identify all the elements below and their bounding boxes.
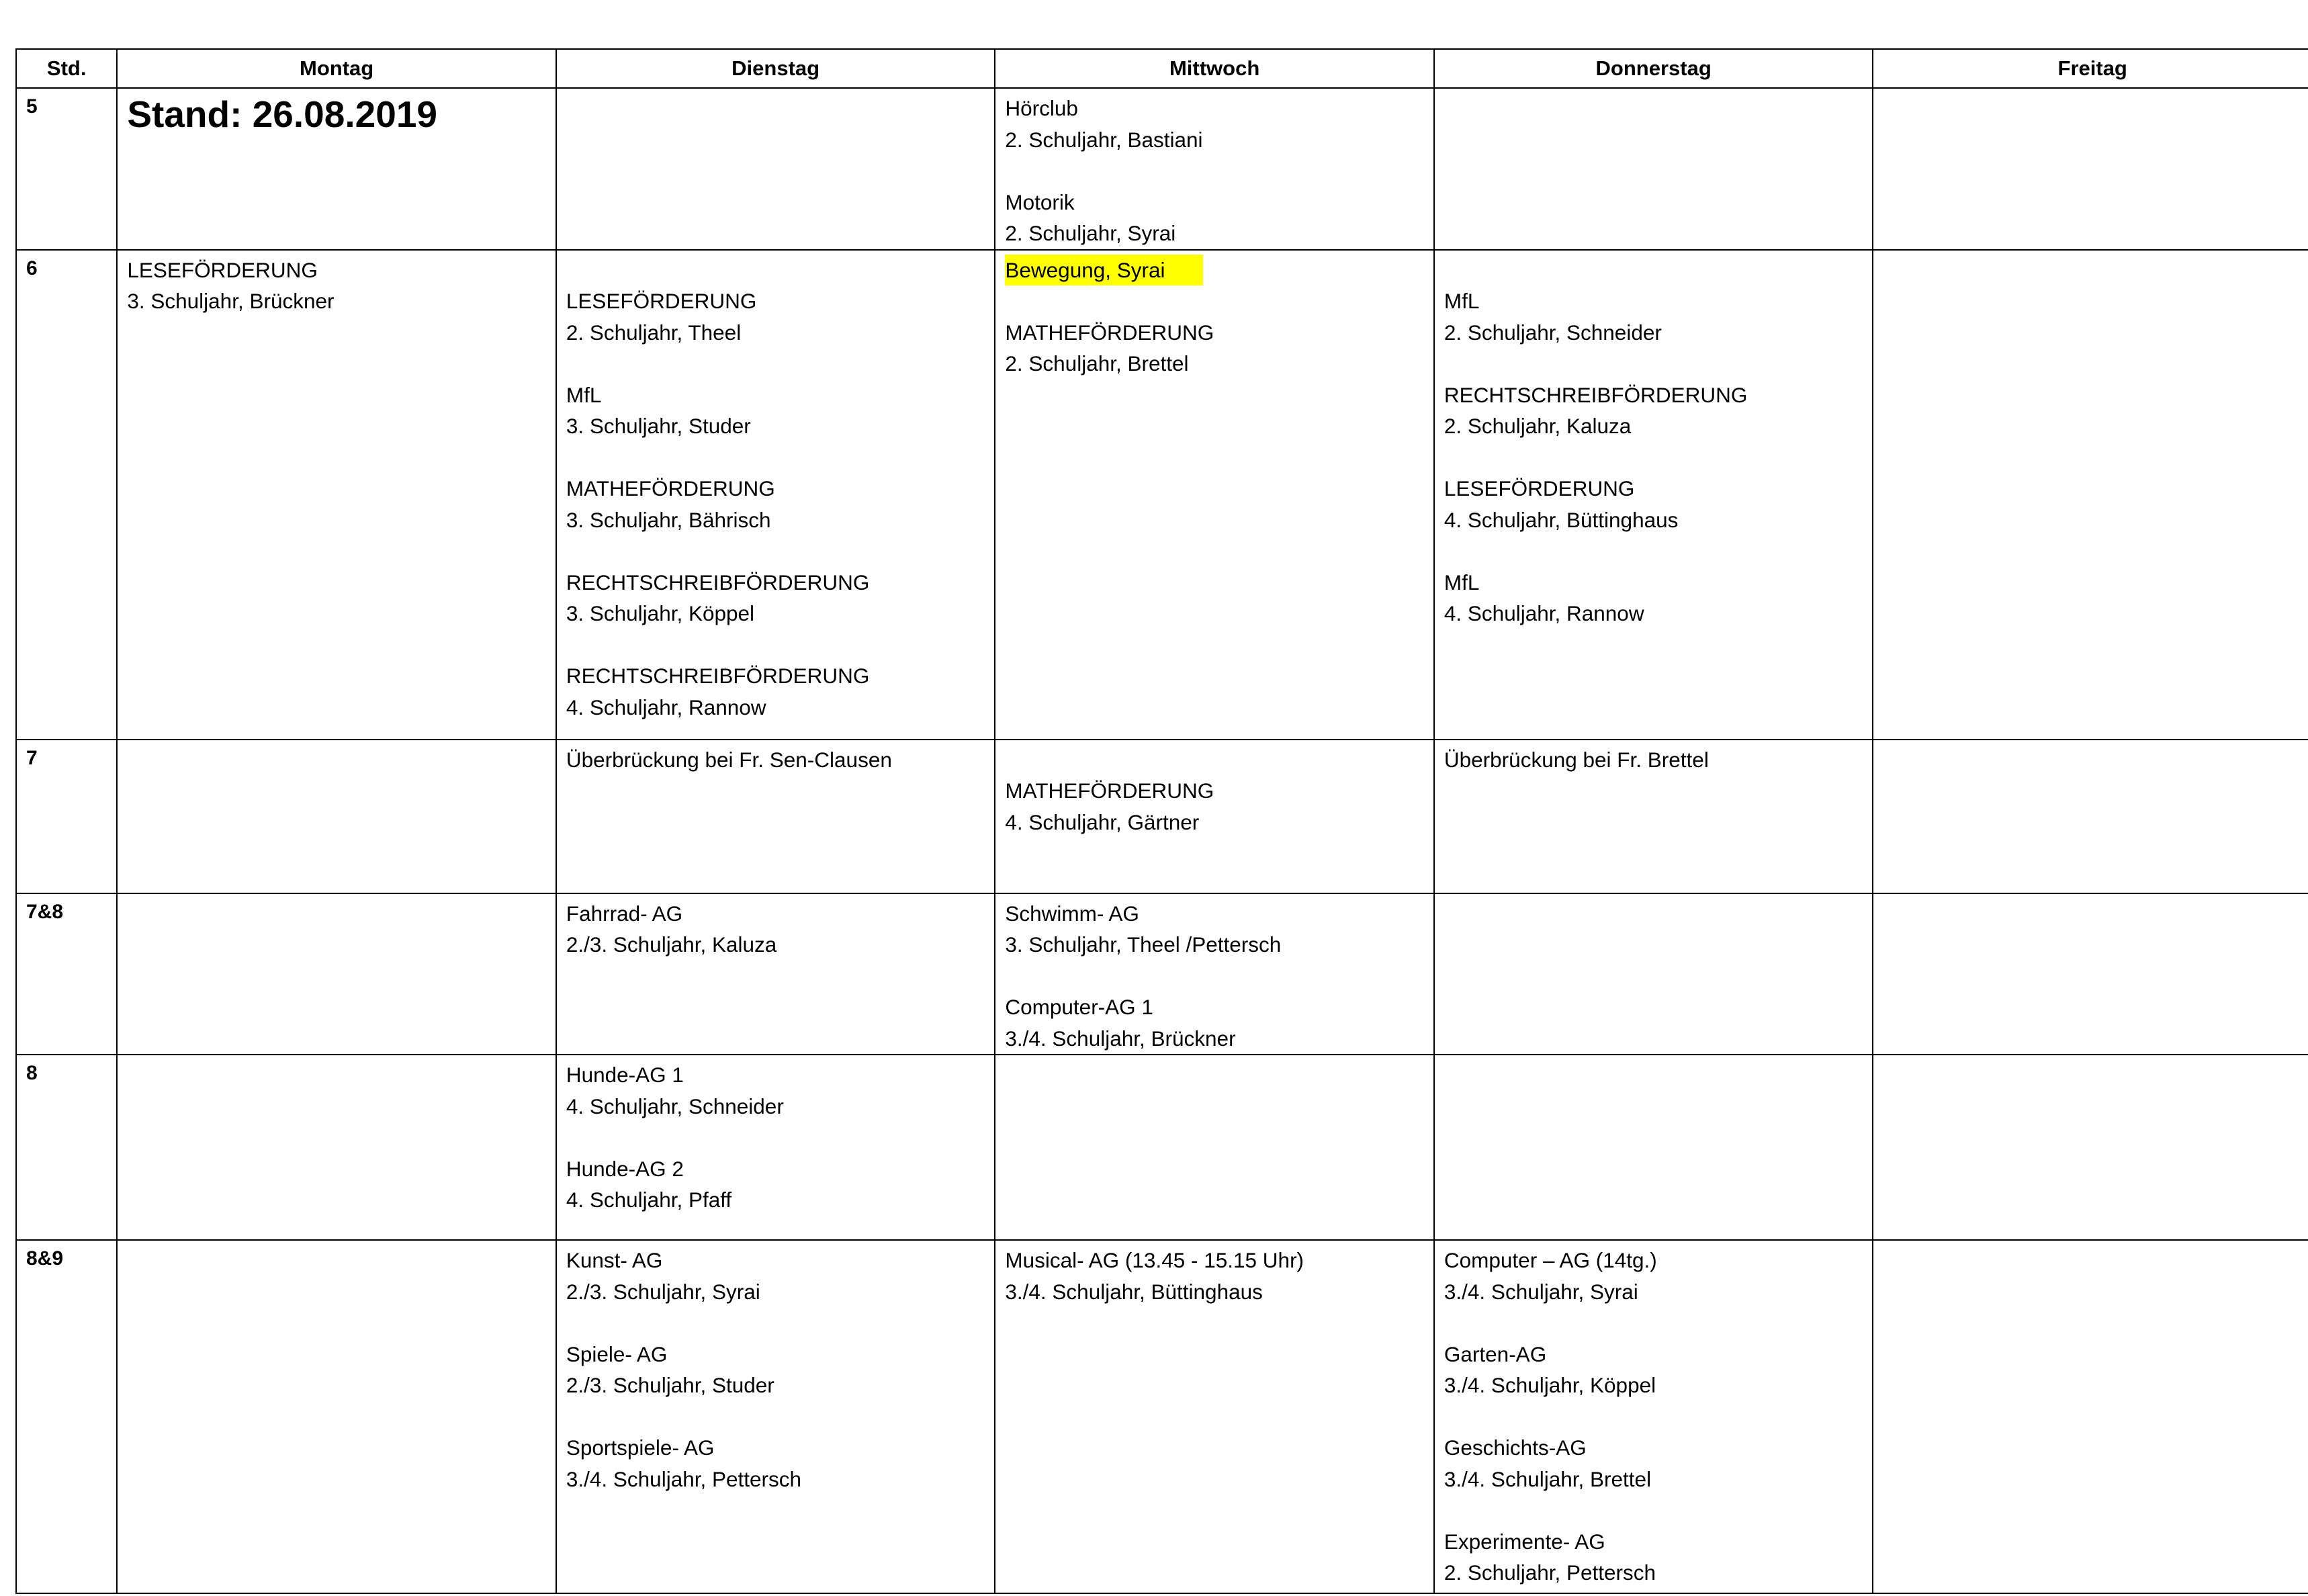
cell-content <box>557 894 995 961</box>
stand-date: Stand: 26.08.2019 <box>127 93 437 135</box>
entry <box>1444 1526 1863 1589</box>
spacer <box>566 255 985 286</box>
entry-title: Hunde-AG 1 <box>566 1063 684 1087</box>
timetable-row <box>16 893 2308 1055</box>
entry <box>1444 473 1863 535</box>
period-cell: 8 <box>16 1055 117 1240</box>
cell-dienstag <box>556 1240 995 1593</box>
cell-donnerstag <box>1434 893 1873 1055</box>
header-mittwoch: Mittwoch <box>995 49 1434 88</box>
entry-title: Hunde-AG 2 <box>566 1156 684 1181</box>
entry <box>1005 991 1424 1054</box>
header-dienstag: Dienstag <box>556 49 995 88</box>
entry <box>566 1245 985 1307</box>
cell-montag <box>117 893 556 1055</box>
entry-title: RECHTSCHREIBFÖRDERUNG <box>1444 382 1748 407</box>
cell-mittwoch <box>995 893 1434 1055</box>
entry-detail: 4. Schuljahr, Pfaff <box>566 1188 732 1212</box>
entry <box>1444 744 1863 776</box>
entry <box>1444 1339 1863 1401</box>
cell-mittwoch <box>995 1055 1434 1240</box>
entry <box>566 1432 985 1495</box>
entry-detail: 3. Schuljahr, Köppel <box>566 601 755 625</box>
entry-detail: 3. Schuljahr, Studer <box>566 414 751 438</box>
entry <box>1005 93 1424 155</box>
cell-dienstag <box>556 88 995 250</box>
entry <box>566 660 985 723</box>
cell-donnerstag <box>1434 88 1873 250</box>
spacer <box>1005 744 1424 776</box>
entry-detail: 3./4. Schuljahr, Pettersch <box>566 1466 802 1491</box>
entry-title: Garten-AG <box>1444 1341 1547 1366</box>
entry-detail: 3./4. Schuljahr, Syrai <box>1444 1279 1638 1304</box>
entry-title: Sportspiele- AG <box>566 1435 715 1460</box>
timetable-row <box>16 740 2308 893</box>
entry-title: MfL <box>1444 289 1480 313</box>
entry <box>1444 1432 1863 1495</box>
entry <box>1005 317 1424 380</box>
entry-title: LESEFÖRDERUNG <box>566 289 757 313</box>
cell-content <box>118 251 556 317</box>
entry-detail: 4. Schuljahr, Rannow <box>1444 601 1644 625</box>
entry-title: RECHTSCHREIBFÖRDERUNG <box>566 664 870 688</box>
entry <box>127 255 546 317</box>
entry-title: LESEFÖRDERUNG <box>1444 476 1635 500</box>
entry-title: Hörclub <box>1005 96 1078 120</box>
cell-content <box>1435 89 1873 93</box>
cell-dienstag <box>556 250 995 740</box>
entry-detail: 3. Schuljahr, Brückner <box>127 289 335 313</box>
entry-detail: 4. Schuljahr, Rannow <box>566 695 766 719</box>
entry-detail: 4. Schuljahr, Gärtner <box>1005 809 1200 834</box>
cell-mittwoch <box>995 1240 1434 1593</box>
entry <box>1444 1245 1863 1307</box>
cell-freitag <box>1873 893 2308 1055</box>
entry-detail: 4. Schuljahr, Schneider <box>566 1094 784 1118</box>
entry-title: Musical- AG (13.45 - 15.15 Uhr) <box>1005 1248 1304 1272</box>
period-cell: 8&9 <box>16 1240 117 1593</box>
entry-title: MATHEFÖRDERUNG <box>1005 320 1214 345</box>
header-donnerstag: Donnerstag <box>1434 49 1873 88</box>
cell-freitag <box>1873 88 2308 250</box>
period-cell: 6 <box>16 250 117 740</box>
cell-freitag <box>1873 740 2308 893</box>
header-freitag: Freitag <box>1873 49 2308 88</box>
header-row <box>16 49 2308 88</box>
entry-detail: 2. Schuljahr, Pettersch <box>1444 1560 1656 1585</box>
entry-title: Kunst- AG <box>566 1248 663 1272</box>
entry <box>1005 1245 1424 1307</box>
cell-content <box>118 1241 556 1245</box>
cell-content <box>557 1241 995 1495</box>
cell-content <box>1873 251 2308 255</box>
entry <box>566 380 985 442</box>
cell-donnerstag <box>1434 250 1873 740</box>
cell-content <box>995 1241 1433 1307</box>
entry-detail: 2./3. Schuljahr, Syrai <box>566 1279 760 1304</box>
cell-montag <box>117 88 556 250</box>
cell-content <box>557 740 995 776</box>
entry-detail: 2. Schuljahr, Brettel <box>1005 351 1189 375</box>
cell-content <box>1435 1055 1873 1059</box>
entry <box>1444 380 1863 442</box>
header-montag: Montag <box>117 49 556 88</box>
cell-montag <box>117 1055 556 1240</box>
cell-donnerstag <box>1434 1240 1873 1593</box>
cell-content <box>995 251 1433 380</box>
timetable-row <box>16 250 2308 740</box>
cell-content <box>995 89 1433 249</box>
entry-title: RECHTSCHREIBFÖRDERUNG <box>566 570 870 594</box>
entry-detail: 4. Schuljahr, Büttinghaus <box>1444 507 1679 532</box>
entry-title: MATHEFÖRDERUNG <box>1005 779 1214 803</box>
cell-montag <box>117 1240 556 1593</box>
entry-detail: 3. Schuljahr, Bährisch <box>566 507 771 532</box>
cell-content <box>1873 1055 2308 1059</box>
entry-title: Experimente- AG <box>1444 1529 1605 1554</box>
cell-dienstag <box>556 740 995 893</box>
cell-content <box>1435 894 1873 898</box>
entry-detail: 3./4. Schuljahr, Büttinghaus <box>1005 1279 1263 1304</box>
entry <box>566 744 985 776</box>
entry <box>1444 285 1863 348</box>
entry-title: Computer-AG 1 <box>1005 995 1153 1019</box>
cell-freitag <box>1873 1240 2308 1593</box>
period-cell: 5 <box>16 88 117 250</box>
entry-title: Überbrückung bei Fr. Brettel <box>1444 747 1709 772</box>
cell-content <box>995 740 1433 838</box>
cell-mittwoch <box>995 88 1434 250</box>
cell-montag <box>117 740 556 893</box>
cell-dienstag <box>556 1055 995 1240</box>
entry <box>566 1153 985 1216</box>
entry-title: Computer – AG (14tg.) <box>1444 1248 1657 1272</box>
entry-detail: 2./3. Schuljahr, Kaluza <box>566 932 777 957</box>
entry-detail: 2. Schuljahr, Schneider <box>1444 320 1662 345</box>
header-std: Std. <box>16 49 117 88</box>
entry-detail: 3. Schuljahr, Theel /Pettersch <box>1005 932 1282 957</box>
entry <box>1005 775 1424 838</box>
cell-content <box>1873 89 2308 93</box>
highlighted-entry: Bewegung, Syrai <box>1005 255 1202 286</box>
entry-detail: 3./4. Schuljahr, Brückner <box>1005 1026 1236 1051</box>
cell-content <box>557 89 995 93</box>
entry <box>566 1339 985 1401</box>
entry-title: Schwimm- AG <box>1005 901 1139 926</box>
entry-title: Fahrrad- AG <box>566 901 683 926</box>
entry-title: Motorik <box>1005 189 1075 214</box>
entry-detail: 2./3. Schuljahr, Studer <box>566 1373 774 1397</box>
cell-donnerstag <box>1434 740 1873 893</box>
entry-detail: 2. Schuljahr, Kaluza <box>1444 414 1632 438</box>
entry <box>566 898 985 961</box>
entry-title: MfL <box>1444 570 1480 594</box>
cell-content <box>995 894 1433 1055</box>
cell-content <box>118 894 556 898</box>
entry-title: Geschichts-AG <box>1444 1435 1587 1460</box>
cell-content <box>118 740 556 744</box>
cell-content <box>1873 740 2308 744</box>
cell-content <box>557 251 995 723</box>
cell-content <box>1873 1241 2308 1245</box>
timetable-row <box>16 88 2308 250</box>
entry-detail: 3./4. Schuljahr, Köppel <box>1444 1373 1656 1397</box>
highlight-line <box>1005 255 1424 286</box>
cell-freitag <box>1873 250 2308 740</box>
entry <box>1005 898 1424 961</box>
entry-title: Überbrückung bei Fr. Sen-Clausen <box>566 747 892 772</box>
cell-donnerstag <box>1434 1055 1873 1240</box>
cell-mittwoch <box>995 250 1434 740</box>
entry <box>566 473 985 535</box>
entry <box>566 1059 985 1122</box>
entry <box>1005 187 1424 249</box>
entry <box>566 285 985 348</box>
period-cell: 7 <box>16 740 117 893</box>
cell-freitag <box>1873 1055 2308 1240</box>
cell-content <box>1873 894 2308 898</box>
cell-content <box>118 1055 556 1059</box>
entry-title: LESEFÖRDERUNG <box>127 257 318 282</box>
period-cell: 7&8 <box>16 893 117 1055</box>
entry <box>1444 567 1863 629</box>
cell-content <box>995 1055 1433 1059</box>
cell-content <box>1435 251 1873 629</box>
timetable-row <box>16 1240 2308 1593</box>
timetable <box>15 48 2308 1594</box>
entry-detail: 2. Schuljahr, Syrai <box>1005 221 1176 245</box>
entry-title: MfL <box>566 382 602 407</box>
timetable-row <box>16 1055 2308 1240</box>
cell-content <box>1435 740 1873 776</box>
spacer <box>1444 255 1863 286</box>
cell-montag <box>117 250 556 740</box>
entry-title: MATHEFÖRDERUNG <box>566 476 775 500</box>
entry <box>566 567 985 629</box>
entry-detail: 3./4. Schuljahr, Brettel <box>1444 1466 1652 1491</box>
entry-detail: 2. Schuljahr, Theel <box>566 320 742 345</box>
cell-content <box>557 1055 995 1216</box>
cell-mittwoch <box>995 740 1434 893</box>
cell-dienstag <box>556 893 995 1055</box>
entry-title: Spiele- AG <box>566 1341 668 1366</box>
cell-content <box>1435 1241 1873 1589</box>
entry-detail: 2. Schuljahr, Bastiani <box>1005 127 1203 152</box>
